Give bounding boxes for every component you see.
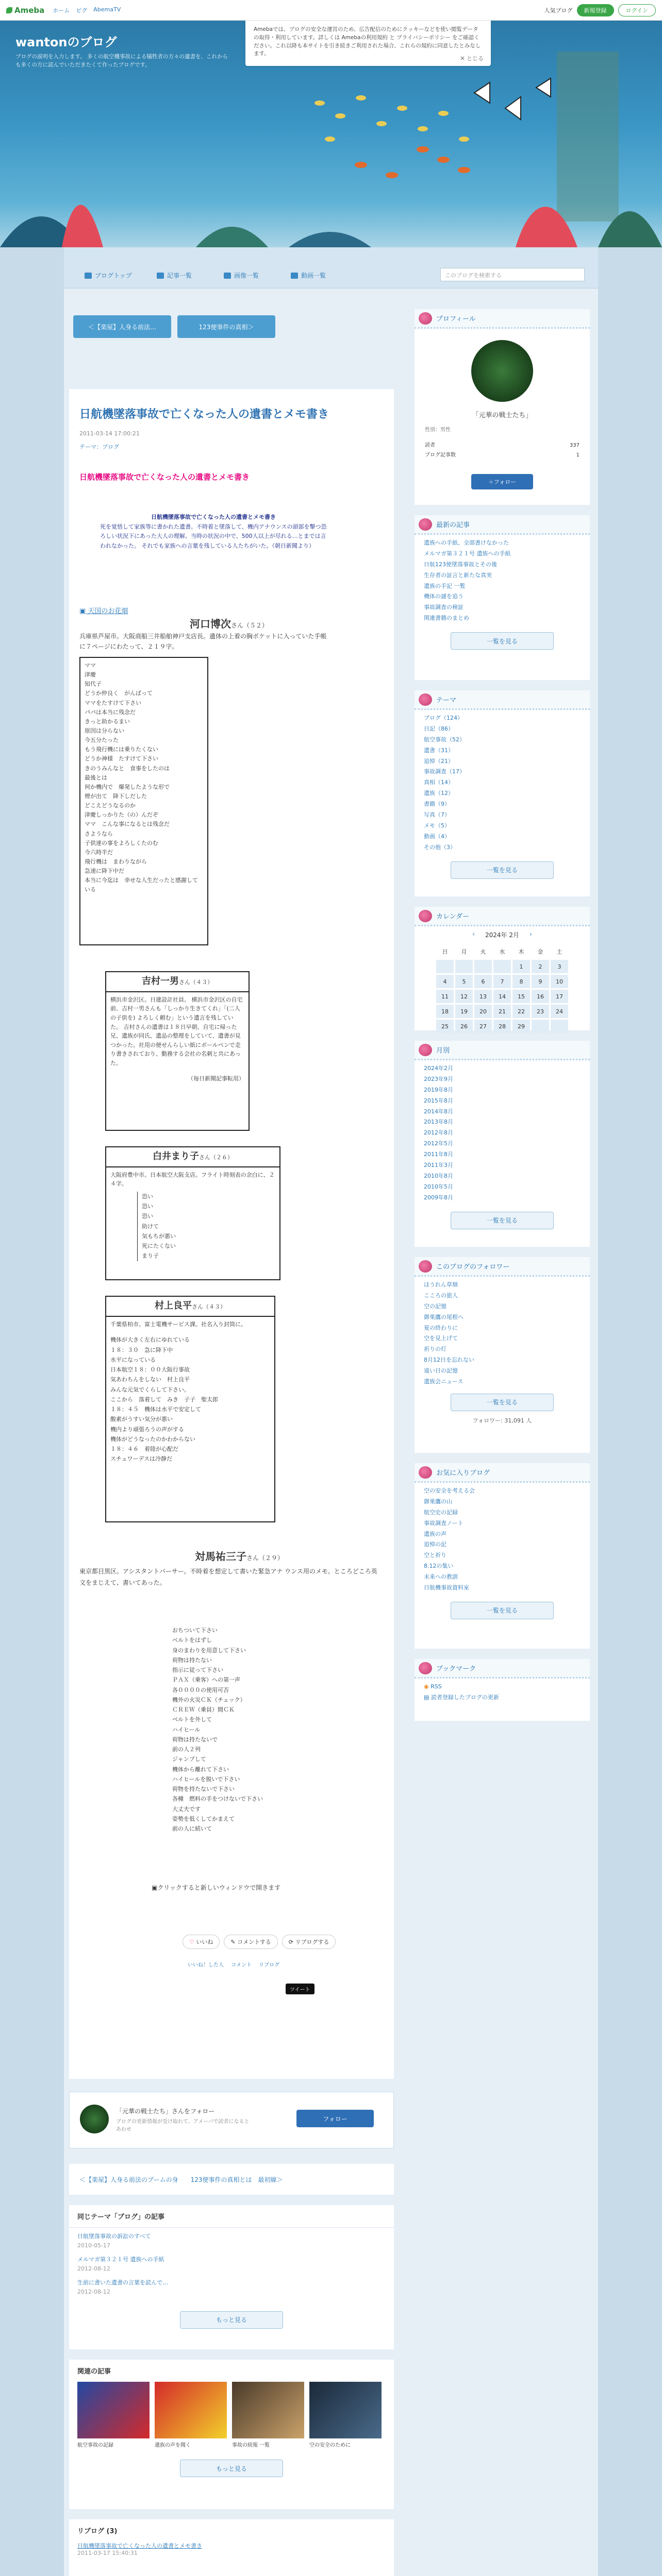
list-item[interactable]: 遺族への手紙、全部書けなかった — [424, 539, 509, 546]
archive-list — [415, 1060, 590, 1207]
thumbnail — [309, 2382, 382, 2438]
content-wrapper — [64, 247, 598, 2576]
reblog-button[interactable]: ⟳ リブログする — [282, 1935, 336, 1949]
rss-icon: ◉ — [424, 1683, 431, 1690]
list-item[interactable]: 2019年8月 — [424, 1086, 453, 1093]
shirai-heading: 白井まり子さん（２６） — [106, 1147, 279, 1167]
recent-more-button[interactable]: 一覧を見る — [451, 632, 554, 650]
liked-users-link[interactable]: いいね！した人 — [188, 1962, 224, 1968]
calendar-month-nav — [415, 926, 590, 943]
nav-pigg[interactable]: ピグ — [76, 7, 88, 14]
list-item[interactable]: 未来への教訓 — [424, 1573, 458, 1581]
calendar-month: 2024年 2月 — [485, 931, 519, 939]
calendar-week: 4 5 6 7 8 9 10 — [436, 975, 568, 988]
bookmark-icon: ▤ — [424, 1693, 431, 1701]
archive-more-button[interactable]: 一覧を見る — [451, 1212, 554, 1229]
calendar-week: 25 26 27 28 29 — [436, 1020, 568, 1033]
same-theme-articles — [69, 2205, 394, 2349]
tsushima-memo: おちついて下さい ベルトをはずし 身のまわりを用意して下さい 荷物は持たない 指示に従って下さい ＰＡＸ（乗客）への第一声 各００００の使用可否 機外の火災ＣＫ（チェック） ＣＲＥＷ（乗員）間ＣＫ ベルトを外して ハイヒール 荷物は持たないで 前の人２列 ジャンプして 機体から離れて下さい ハイヒールを脱いで下さい 荷物を持たないで下さい 各種 燃料の手をつけないで下さい 大丈夫です 姿勢を低くしてかまえて 前の人に続いて — [172, 1627, 263, 1832]
profile-header: プロフィール — [415, 309, 590, 329]
calendar-week: 1 2 3 — [436, 960, 568, 973]
cookie-notice-text: Amebaでは、ブログの安全な運営のため、広告配信のためにクッキーなどを使い閲覧データの取得・利用しています。詳しくは Amebaの利用規約 と プライバシーポリシー をご確認ください。これ以降も本サイトを引き続きご利用された場合、これらの規約に同意したとみなします。 — [254, 26, 481, 57]
login-button[interactable]: ログイン — [618, 4, 656, 16]
thumbnail — [155, 2382, 227, 2438]
archive-widget — [415, 1041, 590, 1247]
same-theme-list — [69, 2228, 394, 2306]
list-item[interactable]: 2015年8月 — [424, 1097, 453, 1104]
themes-more-button[interactable]: 一覧を見る — [451, 861, 554, 879]
coral-icon — [419, 1260, 432, 1273]
profile-name[interactable]: 「元華の戦士たち」 — [472, 412, 533, 419]
nav-article-list[interactable]: 記事一覧 — [157, 271, 192, 280]
tsushima-heading: 対馬祐三子さん（２９） — [194, 1550, 284, 1563]
list-item[interactable]: 日記（86） — [424, 725, 454, 732]
list-item[interactable]: その他（3） — [424, 843, 456, 851]
list-item[interactable]: 機体の謎を追う — [424, 593, 464, 600]
article-title[interactable]: 日航機墜落事故で亡くなった人の遺書とメモ書き — [79, 408, 329, 421]
followers-more-button[interactable]: 一覧を見る — [451, 1394, 554, 1411]
recommended-title: 関連の記事 — [77, 2368, 111, 2376]
recommended-item[interactable]: 遺族の声を聞く — [155, 2382, 227, 2448]
list-item[interactable]: 事故調査ノート — [424, 1519, 464, 1527]
nav-blog-top[interactable]: ブログトップ — [85, 271, 132, 280]
article — [69, 389, 394, 2079]
chevron-right-icon[interactable]: › — [529, 930, 532, 938]
list-item[interactable]: 追悼（21） — [424, 757, 454, 765]
profile-meta: 性別：男性 — [425, 427, 451, 433]
rss-link[interactable]: ◉ RSS — [424, 1683, 442, 1690]
chevron-left-icon[interactable]: ‹ — [472, 930, 475, 938]
list-item[interactable]: ブログ（124） — [424, 715, 463, 721]
recommended-item[interactable]: 航空事故の記録 — [77, 2382, 150, 2448]
list-item[interactable]: 空を見上げて — [424, 1335, 458, 1342]
same-theme-title: 同じテーマ「ブログ」の記事 — [69, 2205, 394, 2228]
list-item[interactable]: 2014年8月 — [424, 1108, 453, 1115]
blog-description: ブログの説明を入力します。 多くの航空機事故による犠牲者の方々の遺書を、これからも多くの方に読んでいただきたくて作ったブログです。 — [15, 54, 228, 69]
list-item[interactable]: メルマガ第３２１号 遺族への手紙 — [424, 550, 511, 557]
camera-icon — [224, 273, 231, 279]
list-item[interactable]: 書籍（9） — [424, 801, 450, 808]
coral-icon — [419, 1466, 432, 1479]
follow-button[interactable]: フォロー — [296, 2110, 374, 2127]
ameba-logo[interactable]: Ameba — [6, 6, 44, 15]
list-item[interactable]: 事故調査の検証 — [424, 604, 464, 611]
article-tags — [188, 1960, 279, 1968]
favorite-blogs-widget — [415, 1463, 590, 1649]
main-column — [64, 289, 399, 2576]
list-item[interactable]: 夏の終わりに — [424, 1324, 458, 1331]
bookmark-widget — [415, 1659, 590, 1721]
intro-text: 死を覚悟して家族等に書かれた遺書。不時着と墜落して、機内アナウンスの頭部を撃つ恐ろしい状況下にあった大人の理解。当時の状況の中で、500人以上が尽れる…とまでは言われなかった。 それでも家族への言葉を残している人たちがいた。（朝日新聞より） — [100, 523, 327, 550]
recommended-grid — [69, 2382, 394, 2448]
murakami-block — [105, 1296, 275, 1522]
list-item[interactable]: 生存者の証言と新たな真実 — [424, 571, 492, 579]
popular-blog-link[interactable]: 人気ブログ — [544, 7, 573, 14]
themes-header: テーマ — [415, 690, 590, 710]
list-item[interactable]: 遺族の声 — [424, 1530, 446, 1537]
list-item[interactable]: メルマガ第３２１号 遺族への手紙 2012-08-12 — [77, 2256, 164, 2272]
list-item[interactable]: 御巣鷹の尾根へ — [424, 1313, 464, 1320]
calendar-grid — [435, 943, 570, 1035]
blog-search-input[interactable]: このブログを検索する — [440, 268, 585, 281]
broken-image-icon: ▣ — [79, 607, 88, 615]
coral-icon — [419, 1662, 432, 1674]
calendar-week: 18 19 20 21 22 23 24 — [436, 1005, 568, 1018]
list-item[interactable]: 2023年9月 — [424, 1075, 453, 1082]
murakami-heading: 村上良平さん（４３） — [106, 1297, 274, 1317]
comment-icon: ✎ — [230, 1939, 238, 1945]
list-item[interactable]: 真相（14） — [424, 779, 454, 786]
kawaguchi-heading: 河口博次さん（５２） — [189, 618, 268, 630]
coral-icon — [419, 910, 432, 922]
yoshimura-heading: 吉村一男さん（４３） — [106, 972, 249, 992]
follow-card-sub: ブログの更新情報が受け取れて、アメーバで読者になるとあわせ — [116, 2119, 250, 2132]
bookmark-header: ブックマーク — [415, 1659, 590, 1679]
recommended-more-button[interactable]: もっと見る — [180, 2460, 283, 2477]
profile-stats: 読者 337 ブログ記事数 1 — [425, 443, 580, 458]
shirai-memo: 恐い 恐い 恐い 助けて 気もちが悪い 死にたくない まり子 — [137, 1192, 279, 1261]
reblog-item[interactable]: 日航機墜落事故で亡くなった人の遺書とメモ書き 2011-03-17 15:40:31 — [77, 2543, 202, 2556]
list-item[interactable]: こころの旅人 — [424, 1292, 458, 1299]
page-navigation-bottom — [69, 2164, 394, 2195]
recent-articles-widget — [415, 515, 590, 680]
calendar-week: 11 12 13 14 15 16 17 — [436, 990, 568, 1003]
recommended-articles — [69, 2360, 394, 2509]
coral-icon — [419, 312, 432, 325]
calendar-header: カレンダー — [415, 907, 590, 926]
list-item[interactable]: 2013年8月 — [424, 1118, 453, 1126]
list-item[interactable]: 遺書（31） — [424, 747, 454, 754]
yoshimura-source: （毎日新聞記事転用） — [188, 1075, 244, 1082]
followers-count: フォロワー: 31,091 人 — [472, 1417, 532, 1424]
list-item[interactable]: 2012年8月 — [424, 1129, 453, 1137]
shirai-bio: 大阪府豊中市。日本航空大阪支店。フライト時刻表の余白に、２４字。 — [110, 1171, 275, 1188]
comment-button[interactable]: ✎ コメントする — [224, 1935, 277, 1949]
heaven-image-link[interactable]: ▣ 天国のお花畑 — [79, 607, 128, 615]
heart-icon: ♡ — [189, 1939, 196, 1945]
image-icon: ▣ — [152, 1884, 158, 1891]
global-nav — [53, 6, 121, 14]
intro-block — [100, 513, 327, 551]
favorite-blogs-list — [415, 1483, 590, 1597]
prev-article-button[interactable]: ＜【楽屋】人身る前法… — [73, 315, 171, 338]
page-navigation — [73, 315, 275, 338]
list-item[interactable]: 2010年8月 — [424, 1172, 453, 1179]
favorite-blogs-header: お気に入りブログ — [415, 1463, 590, 1483]
reblog-title: リブログ (3) — [77, 2528, 118, 2535]
list-item[interactable]: 事故調査（17） — [424, 768, 465, 775]
kawaguchi-memo: ママ 津慶 知代子 どうか仲良く がんばって ママをたすけて下さい パパは本当に残念だ きっと助かるまい 原因は分らない 今五分たった もう飛行機には乗りたくない どうか神様 たすけて下さい きのうみんなと 食事をしたのは 最後とは 何か機内で 爆発したような形で 煙が出て 降下しだした どこえどうなるのか 津慶しっかりた（の）んだぞ ママ こんな事になるとは残念だ さようなら 子供達の事をよろしくたのむ 今六時半だ 飛行機は まわりながら 急速に降下中だ 本当に今迄は 幸せな人生だったと感謝している — [79, 657, 208, 945]
list-item[interactable]: 祈りの灯 — [424, 1346, 446, 1353]
list-item[interactable]: 遠い日の記憶 — [424, 1367, 458, 1375]
list-item[interactable]: ほうれん草畑 — [424, 1281, 458, 1288]
list-item[interactable]: 遺族の手記 一覧 — [424, 582, 466, 589]
list-item[interactable]: 御巣鷹の山 — [424, 1498, 452, 1505]
blog-title[interactable]: wantonのブログ — [15, 35, 117, 49]
video-icon — [291, 273, 298, 279]
register-button[interactable]: 新規登録 — [577, 4, 614, 16]
reblog-section — [69, 2519, 394, 2576]
list-item[interactable]: 2011年8月 — [424, 1151, 453, 1158]
comments-link[interactable]: コメント — [231, 1962, 252, 1968]
same-theme-more-button[interactable]: もっと見る — [180, 2311, 283, 2329]
leaf-icon — [6, 7, 12, 13]
archive-header: 月別 — [415, 1041, 590, 1060]
nav-image-list[interactable]: 画像一覧 — [224, 271, 259, 280]
coral-icon — [419, 1044, 432, 1056]
list-icon — [157, 273, 164, 279]
list-item[interactable]: 航空事故（52） — [424, 736, 465, 743]
image-link[interactable]: ▣クリックすると新しいウィンドウで開きます — [152, 1884, 281, 1891]
global-header — [0, 0, 662, 21]
calendar-weekdays: 日 月 火 水 木 金 土 — [442, 948, 562, 955]
article-date: 2011-03-14 17:00:21 — [79, 430, 140, 437]
list-item[interactable]: 写真（7） — [424, 811, 450, 819]
list-item[interactable]: 動画（4） — [424, 833, 450, 840]
cookie-notice — [245, 21, 491, 66]
coral-icon — [419, 518, 432, 531]
murakami-memo: 機体が大きく左右にゆれている １８：３０ 急に降下中 水平になっている 日本航空１８：００大阪行事故 気あわちんをしない 村上良平 みんな元気でくらして下さい。 ここから 落着して みき 子子 聖太郎 １８：４５ 機体は水平で安定して 酸素がうすい気分が悪い 機内より頑張ろうの声がする 機体がどうなったのかわからない １８：４６ 着陸が心配だ スチュワーデスは冷静だ — [110, 1336, 218, 1463]
calendar-widget — [415, 907, 590, 1030]
article-lead: 日航機墜落事故で亡くなった人の遺書とメモ書き — [79, 472, 250, 482]
coral-icon — [419, 693, 432, 706]
yoshimura-block — [105, 971, 250, 1131]
home-icon — [85, 273, 92, 279]
nav-abematv[interactable]: AbemaTV — [93, 6, 121, 13]
list-item[interactable]: 2024年2月 — [424, 1065, 453, 1072]
blog-nav — [64, 247, 598, 289]
profile-widget — [415, 309, 590, 505]
list-item[interactable]: メモ（5） — [424, 822, 450, 829]
list-item[interactable]: 2012年5月 — [424, 1140, 453, 1147]
kawaguchi-bio: 兵庫県芦屋市。大阪商船三井船舶神戸支店長。遺体の上着の胸ポケットに入っていた手帳に７ページにわたって、２１９字。 — [79, 633, 327, 651]
nav-video-list[interactable]: 動画一覧 — [291, 271, 326, 280]
list-item[interactable]: 遺族（12） — [424, 790, 454, 797]
list-item[interactable]: 8月12日を忘れない — [424, 1357, 474, 1364]
list-item[interactable]: 2009年8月 — [424, 1194, 453, 1201]
thumbnail — [77, 2382, 150, 2438]
reblog-icon: ⟳ — [288, 1939, 295, 1945]
recent-header: 最新の記事 — [415, 515, 590, 535]
themes-widget — [415, 690, 590, 896]
next-article-button[interactable]: 123便事件の真相＞ — [177, 315, 275, 338]
nav-home[interactable]: ホーム — [53, 7, 70, 14]
profile-avatar[interactable] — [471, 340, 533, 402]
list-item[interactable]: 日航墜落事故の訴訟のすべて 2010-05-17 — [77, 2233, 151, 2249]
follow-card — [69, 2092, 394, 2148]
reaction-buttons — [183, 1935, 336, 1949]
bookmark-list — [415, 1679, 590, 1706]
intro-title: 日航機墜落事故で亡くなった人の遺書とメモ書き — [151, 514, 276, 520]
recommended-item[interactable]: 空の安全のために — [309, 2382, 382, 2448]
close-notice-button[interactable]: ✕ とじる — [460, 55, 484, 62]
recent-list — [415, 535, 590, 627]
murakami-bio: 千葉県柏市。富士電機サービス課。社名入り封筒に。 — [110, 1320, 246, 1328]
thumbnail — [232, 2382, 304, 2438]
shirai-block — [105, 1146, 280, 1280]
like-button[interactable]: ♡ いいね — [183, 1935, 220, 1949]
list-item[interactable]: 日航123便墜落事故とその後 — [424, 561, 497, 568]
sidebar — [415, 289, 590, 2576]
profile-follow-button[interactable]: ＋フォロー — [471, 474, 533, 489]
list-item[interactable]: 2010年5月 — [424, 1183, 453, 1190]
followers-list — [415, 1277, 590, 1391]
prev-article-link[interactable]: ＜【楽屋】人身る前法のブームの身 — [79, 2176, 178, 2183]
themes-list — [415, 710, 590, 856]
tsushima-bio: 東京都目黒区。アシスタントパーサー。不時着を想定して書いた緊急アナ ウンス用のメモ。ところどころ英文をまじえて、書いてあった。 — [79, 1568, 377, 1586]
favorite-blogs-more-button[interactable]: 一覧を見る — [451, 1602, 554, 1619]
reblogs-link[interactable]: リブログ — [259, 1962, 279, 1968]
list-item[interactable]: 航空史の記録 — [424, 1509, 458, 1516]
list-item[interactable]: 空と祈り — [424, 1552, 446, 1559]
list-item[interactable]: 関連書籍のまとめ — [424, 615, 469, 622]
list-item[interactable]: 生前に書いた遺書の言葉を読んで… 2012-08-12 — [77, 2279, 168, 2295]
followers-header: このブログのフォロワー — [415, 1257, 590, 1277]
article-theme[interactable]: テーマ：ブログ — [79, 444, 119, 450]
yoshimura-body: 横浜市金沢区。日建設計社員。 横浜市金沢区の自宅前、吉村一男さんも「しっかり生きてくれ」「(二人の子供を) よろしく頼む」という遺言を残していた。 吉村さんの遺書は１８日早朝、自宅に帰った兄、遺族が同氏、遺品の整理をしていて、遺書が見つかった。社用の便せんらしい紙にボールペンで走り書きされており、勤務する会社の名刺と共にあった。 — [110, 996, 243, 1066]
avatar[interactable] — [80, 2105, 109, 2133]
list-item[interactable]: 8.12の集い — [424, 1563, 454, 1570]
list-item[interactable]: 日航機事故資料室 — [424, 1584, 469, 1591]
tweet-button[interactable]: ツイート — [286, 1984, 315, 1994]
list-item[interactable]: 空の安全を考える会 — [424, 1487, 475, 1494]
list-item[interactable]: 2011年3月 — [424, 1162, 453, 1169]
followers-widget — [415, 1257, 590, 1453]
next-article-link[interactable]: 123便事件の真相とは 最初線＞ — [190, 2176, 283, 2183]
recommended-item[interactable]: 事故の続報 一覧 — [232, 2382, 304, 2448]
list-item[interactable]: 追悼の記 — [424, 1541, 446, 1548]
list-item[interactable]: 遺族会ニュース — [424, 1378, 464, 1385]
follow-card-name: 「元華の戦士たち」さんをフォロー — [116, 2108, 215, 2115]
list-item[interactable]: 空の記憶 — [424, 1302, 446, 1310]
reader-update-link[interactable]: ▤ 読者登録したブログの更新 — [424, 1693, 499, 1701]
